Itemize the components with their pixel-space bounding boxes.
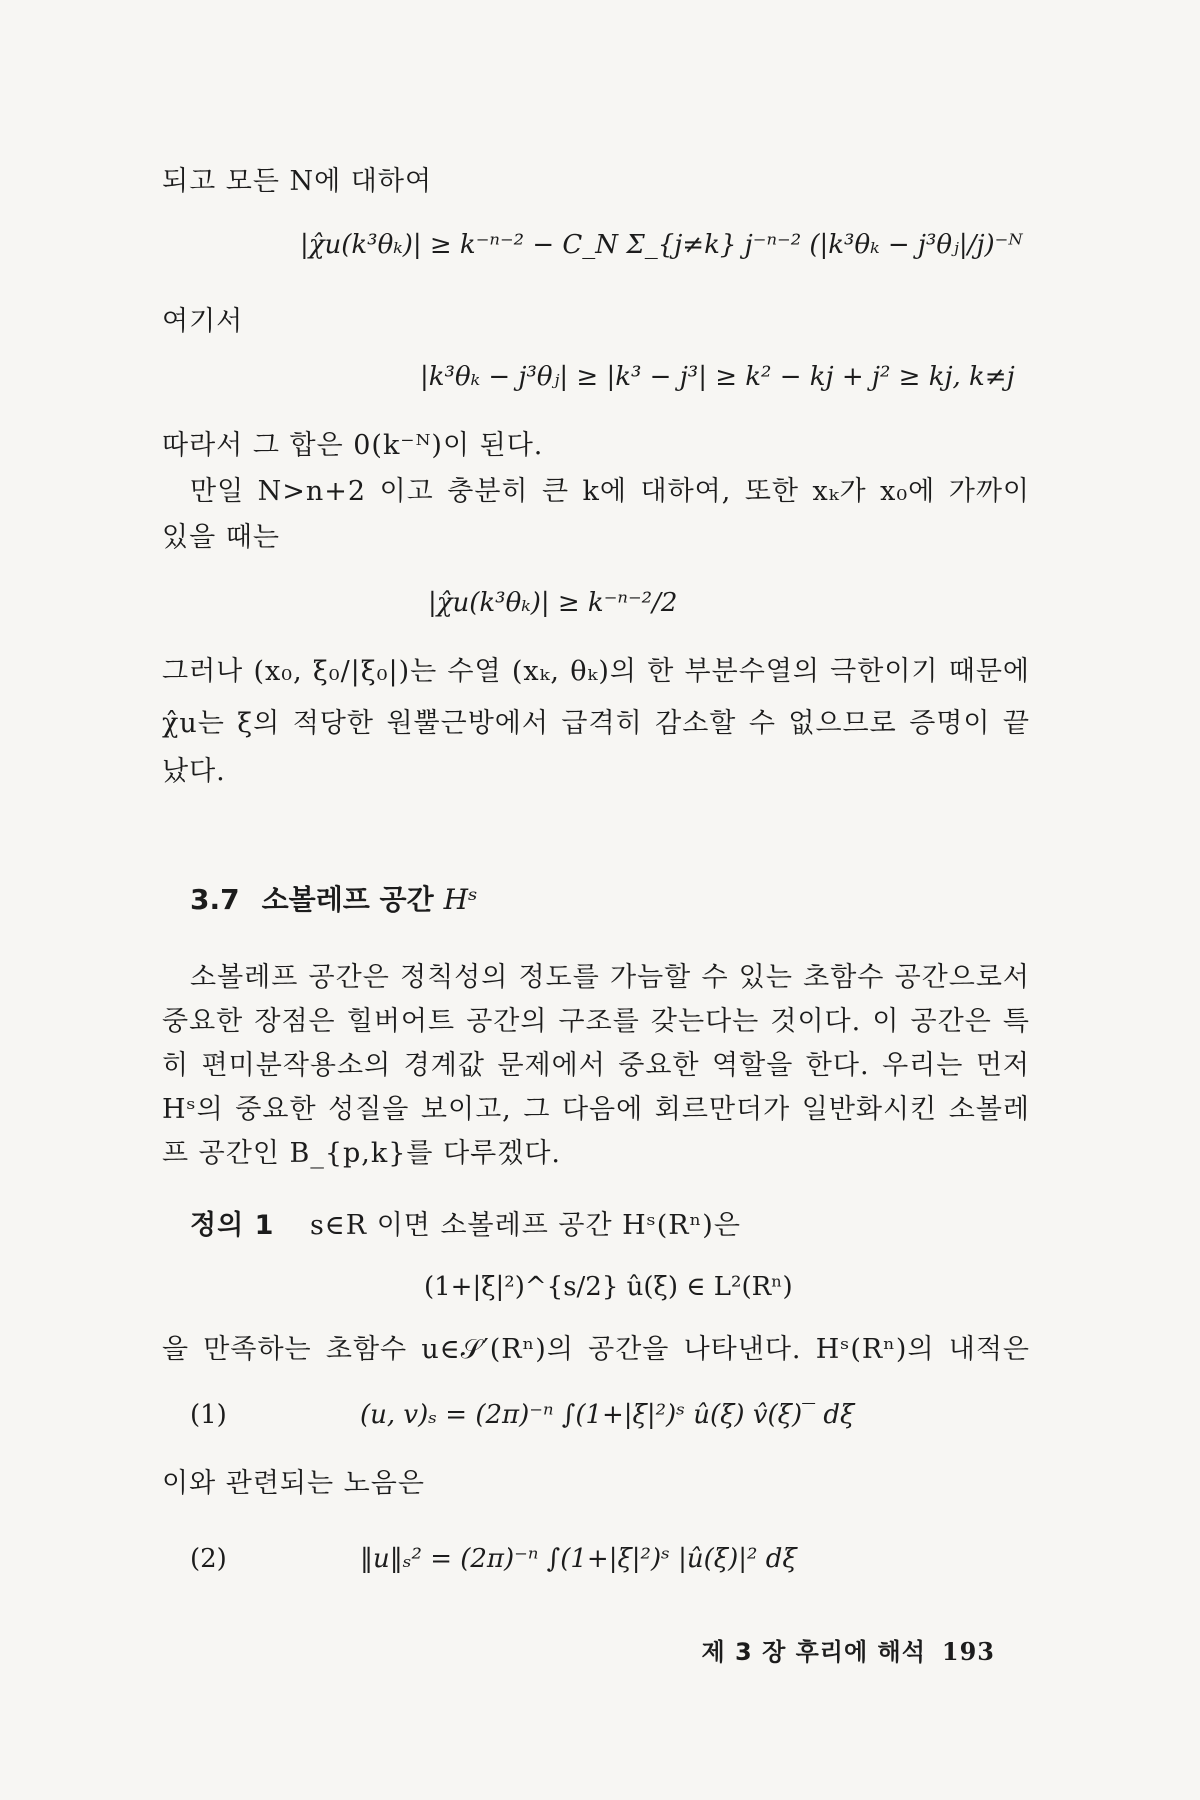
section-paragraph-line-4: Hˢ의 중요한 성질을 보이고, 그 다음에 회르만더가 일반화시킨 소볼레	[162, 1094, 1030, 1125]
text-line-8: 났다.	[162, 756, 226, 787]
section-symbol: Hˢ	[443, 883, 478, 916]
definition-text: s∈R 이면 소볼레프 공간 Hˢ(Rⁿ)은	[309, 1210, 741, 1241]
text-line-5: 있을 때는	[162, 522, 280, 553]
text-line-6: 그러나 (x₀, ξ₀/|ξ₀|)는 수열 (xₖ, θₖ)의 한 부분수열의 극한이기 때문에	[162, 656, 1030, 687]
section-paragraph-line-1: 소볼레프 공간은 정칙성의 정도를 가늠할 수 있는 초함수 공간으로서	[190, 962, 1030, 993]
text-line-1: 되고 모든 N에 대하여	[162, 166, 433, 197]
equation-half-bound: |χ̂u(k³θₖ)| ≥ k⁻ⁿ⁻²/2	[428, 588, 678, 618]
equation-2-label: (2)	[190, 1544, 227, 1574]
equation-difference-bound: |k³θₖ − j³θⱼ| ≥ |k³ − j³| ≥ k² − kj + j² ≥ kj, k≠j	[420, 362, 1015, 392]
section-paragraph-line-2: 중요한 장점은 힐버어트 공간의 구조를 갖는다는 것이다. 이 공간은 특	[162, 1006, 1030, 1037]
section-paragraph-line-3: 히 편미분작용소의 경계값 문제에서 중요한 역할을 한다. 우리는 먼저	[162, 1050, 1030, 1081]
definition-label: 정의 1	[190, 1210, 275, 1241]
section-title: 소볼레프 공간	[261, 883, 434, 916]
equation-1-label: (1)	[190, 1400, 227, 1430]
equation-lower-bound: |χ̂u(k³θₖ)| ≥ k⁻ⁿ⁻² − C_N Σ_{j≠k} j⁻ⁿ⁻² (|k³θₖ − j³θⱼ|/j)⁻ᴺ	[300, 230, 1023, 260]
text-line-7: χ̂u는 ξ의 적당한 원뿔근방에서 급격히 감소할 수 없으므로 증명이 끝	[162, 708, 1030, 739]
page-number: 193	[941, 1637, 995, 1666]
definition-line	[190, 1208, 1058, 1244]
text-line-4: 만일 N>n+2 이고 충분히 큰 k에 대하여, 또한 xₖ가 x₀에 가까이	[190, 476, 1030, 507]
section-number: 3.7	[190, 883, 240, 916]
page-footer	[701, 1632, 995, 1667]
text-line-2: 여기서	[162, 306, 244, 337]
section-paragraph-line-5: 프 공간인 B_{p,k}를 다루겠다.	[162, 1138, 561, 1169]
equation-2-norm: ‖u‖ₛ² = (2π)⁻ⁿ ∫(1+|ξ|²)ˢ |û(ξ)|² dξ	[360, 1544, 797, 1574]
section-heading	[190, 878, 478, 918]
chapter-title: 제 3 장 후리에 해석	[701, 1638, 926, 1666]
definition-condition: (1+|ξ|²)^{s/2} û(ξ) ∈ L²(Rⁿ)	[424, 1272, 793, 1302]
equation-1-inner-product: (u, v)ₛ = (2π)⁻ⁿ ∫(1+|ξ|²)ˢ û(ξ) v̂(ξ)‾ dξ	[360, 1400, 855, 1430]
definition-after: 을 만족하는 초함수 u∈𝒮′(Rⁿ)의 공간을 나타낸다. Hˢ(Rⁿ)의 내적은	[162, 1334, 1030, 1365]
text-line-3: 따라서 그 합은 0(k⁻ᴺ)이 된다.	[162, 430, 544, 461]
norm-intro-line: 이와 관련되는 노음은	[162, 1468, 425, 1499]
